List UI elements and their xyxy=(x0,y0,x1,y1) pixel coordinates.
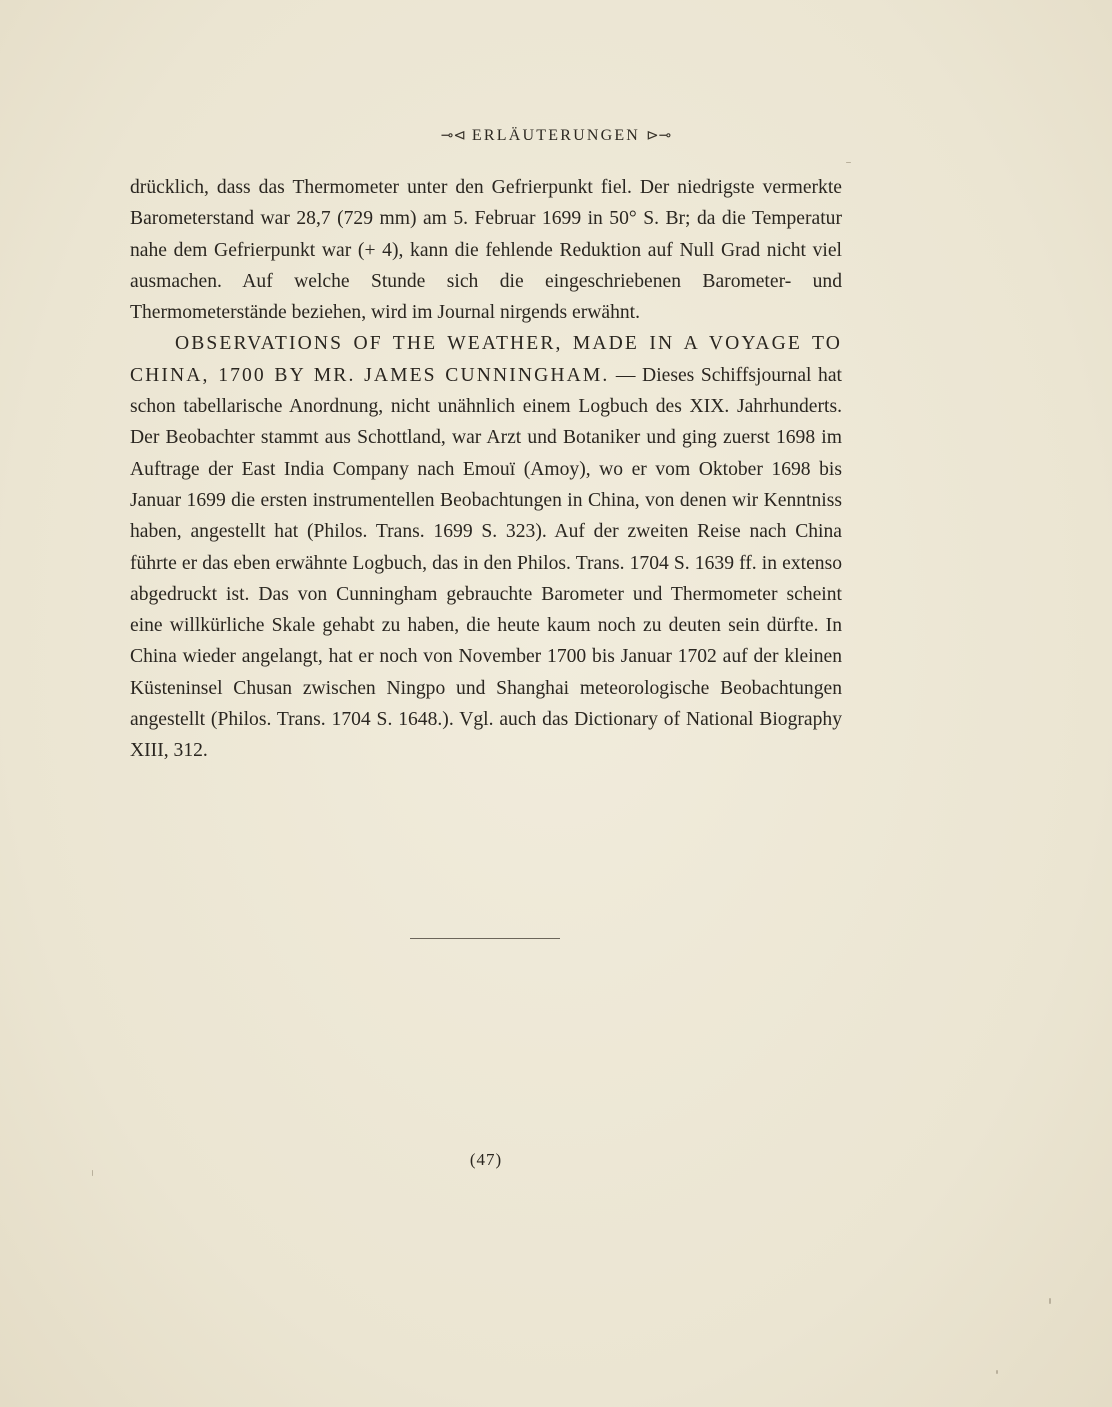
running-head-title: ERLÄUTERUNGEN xyxy=(471,127,641,144)
paper-speck xyxy=(996,1370,998,1374)
paper-speck xyxy=(92,1170,93,1176)
paper-speck xyxy=(846,162,851,163)
closing-rule xyxy=(410,938,560,939)
paragraph-cunningham xyxy=(130,328,842,766)
body-text xyxy=(130,172,842,767)
paragraph-cunningham-text: — Dieses Schiffsjournal hat schon tabellarische Anordnung, nicht unähnlich einem Logbuch des XIX. Jahrhunderts. Der Beobachter stammt aus Schottland, war Arzt und Botaniker und ging zuerst 1698 im Auftrage der East India Company nach Emouï (Amoy), wo er vom Oktober 1698 bis Januar 1699 die ersten instrumentellen Beobachtungen in China, von denen wir Kenntniss haben, angestellt hat (Philos. Trans. 1699 S. 323). Auf der zweiten Reise nach China führte er das eben erwähnte Logbuch, das in den Philos. Trans. 1704 S. 1639 ff. in extenso abgedruckt ist. Das von Cunningham gebrauchte Barometer und Thermometer scheint eine willkürliche Skale gehabt zu haben, die heute kaum noch zu deuten sein dürfte. In China wieder angelangt, hat er noch von November 1700 bis Januar 1702 auf der kleinen Küsteninsel Chusan zwischen Ningpo und Shanghai meteorologische Beobachtungen angestellt (Philos. Trans. 1704 S. 1648.). Vgl. auch das Dictionary of National Biography XIII, 312. xyxy=(130,364,842,762)
section-heading: OBSERVATIONS OF THE WEATHER, MADE IN A VOYAGE TO CHINA, 1700 BY MR. JAMES CUNNINGHAM. xyxy=(130,333,842,386)
ornament-right-icon: ⊳⊸ xyxy=(646,128,672,144)
paragraph-continued: drücklich, dass das Thermometer unter den Gefrierpunkt fiel. Der niedrigste vermerkte Barometerstand war 28,7 (729 mm) am 5. Februar 1699 in 50° S. Br; da die Temperatur nahe dem Gefrierpunkt war (+ 4), kann die fehlende Reduktion auf Null Grad nicht viel ausmachen. Auf welche Stunde sich die eingeschriebenen Barometer- und Thermometerstände beziehen, wird im Journal nirgends erwähnt. xyxy=(130,177,842,324)
running-head xyxy=(0,126,1112,145)
ornament-left-icon: ⊸⊲ xyxy=(440,128,466,144)
page-number: (47) xyxy=(469,1150,503,1169)
paper-speck xyxy=(1049,1298,1051,1304)
